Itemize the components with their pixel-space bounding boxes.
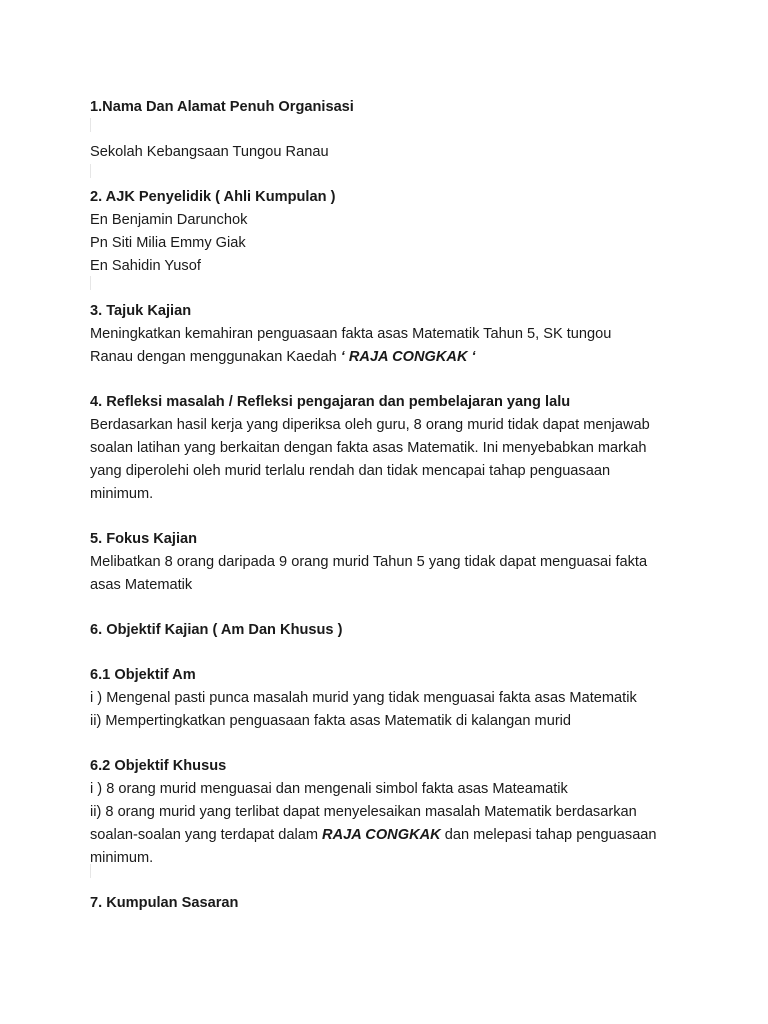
section-7-heading: 7. Kumpulan Sasaran xyxy=(90,895,239,911)
reflection-line: yang diperolehi oleh murid terlalu rendah dan tidak mencapai tahap penguasaan xyxy=(90,463,611,479)
member-name: En Benjamin Darunchok xyxy=(90,212,248,228)
study-title-text: Ranau dengan menggunakan Kaedah xyxy=(90,349,341,365)
method-name: RAJA CONGKAK xyxy=(322,827,441,843)
objective-line: minimum. xyxy=(90,850,154,866)
method-name: ‘ RAJA CONGKAK ‘ xyxy=(340,349,476,365)
section-1-heading: 1.Nama Dan Alamat Penuh Organisasi xyxy=(90,99,354,115)
focus-line: Melibatkan 8 orang daripada 9 orang murid Tahun 5 yang tidak dapat menguasai fakta xyxy=(90,554,648,570)
objective-line xyxy=(90,824,710,847)
section-4-heading: 4. Refleksi masalah / Refleksi pengajaran dan pembelajaran yang lalu xyxy=(90,394,571,410)
reflection-line: Berdasarkan hasil kerja yang diperiksa oleh guru, 8 orang murid tidak dapat menjawab xyxy=(90,417,650,433)
section-2-heading: 2. AJK Penyelidik ( Ahli Kumpulan ) xyxy=(90,189,336,205)
section-6-heading: 6. Objektif Kajian ( Am Dan Khusus ) xyxy=(90,622,343,638)
organization-name: Sekolah Kebangsaan Tungou Ranau xyxy=(90,144,329,160)
objective-line: i ) Mengenal pasti punca masalah murid yang tidak menguasai fakta asas Matematik xyxy=(90,690,637,706)
study-title-line: Meningkatkan kemahiran penguasaan fakta asas Matematik Tahun 5, SK tungou xyxy=(90,326,612,342)
objective-text: dan melepasi tahap penguasaan xyxy=(440,827,657,843)
section-6-1-heading: 6.1 Objektif Am xyxy=(90,667,196,683)
focus-line: asas Matematik xyxy=(90,577,193,593)
member-name: Pn Siti Milia Emmy Giak xyxy=(90,235,246,251)
document-body xyxy=(90,96,710,915)
objective-line: ii) 8 orang murid yang terlibat dapat menyelesaikan masalah Matematik berdasarkan xyxy=(90,804,637,820)
section-5-heading: 5. Fokus Kajian xyxy=(90,531,198,547)
section-6-2-heading: 6.2 Objektif Khusus xyxy=(90,758,227,774)
objective-line: i ) 8 orang murid menguasai dan mengenali simbol fakta asas Mateamatik xyxy=(90,781,568,797)
study-title-line xyxy=(90,346,710,369)
objective-text: soalan-soalan yang terdapat dalam xyxy=(90,827,323,843)
section-3-heading: 3. Tajuk Kajian xyxy=(90,303,192,319)
member-name: En Sahidin Yusof xyxy=(90,258,201,274)
objective-line: ii) Mempertingkatkan penguasaan fakta asas Matematik di kalangan murid xyxy=(90,713,572,729)
reflection-line: minimum. xyxy=(90,486,154,502)
reflection-line: soalan latihan yang berkaitan dengan fakta asas Matematik. Ini menyebabkan markah xyxy=(90,440,647,456)
